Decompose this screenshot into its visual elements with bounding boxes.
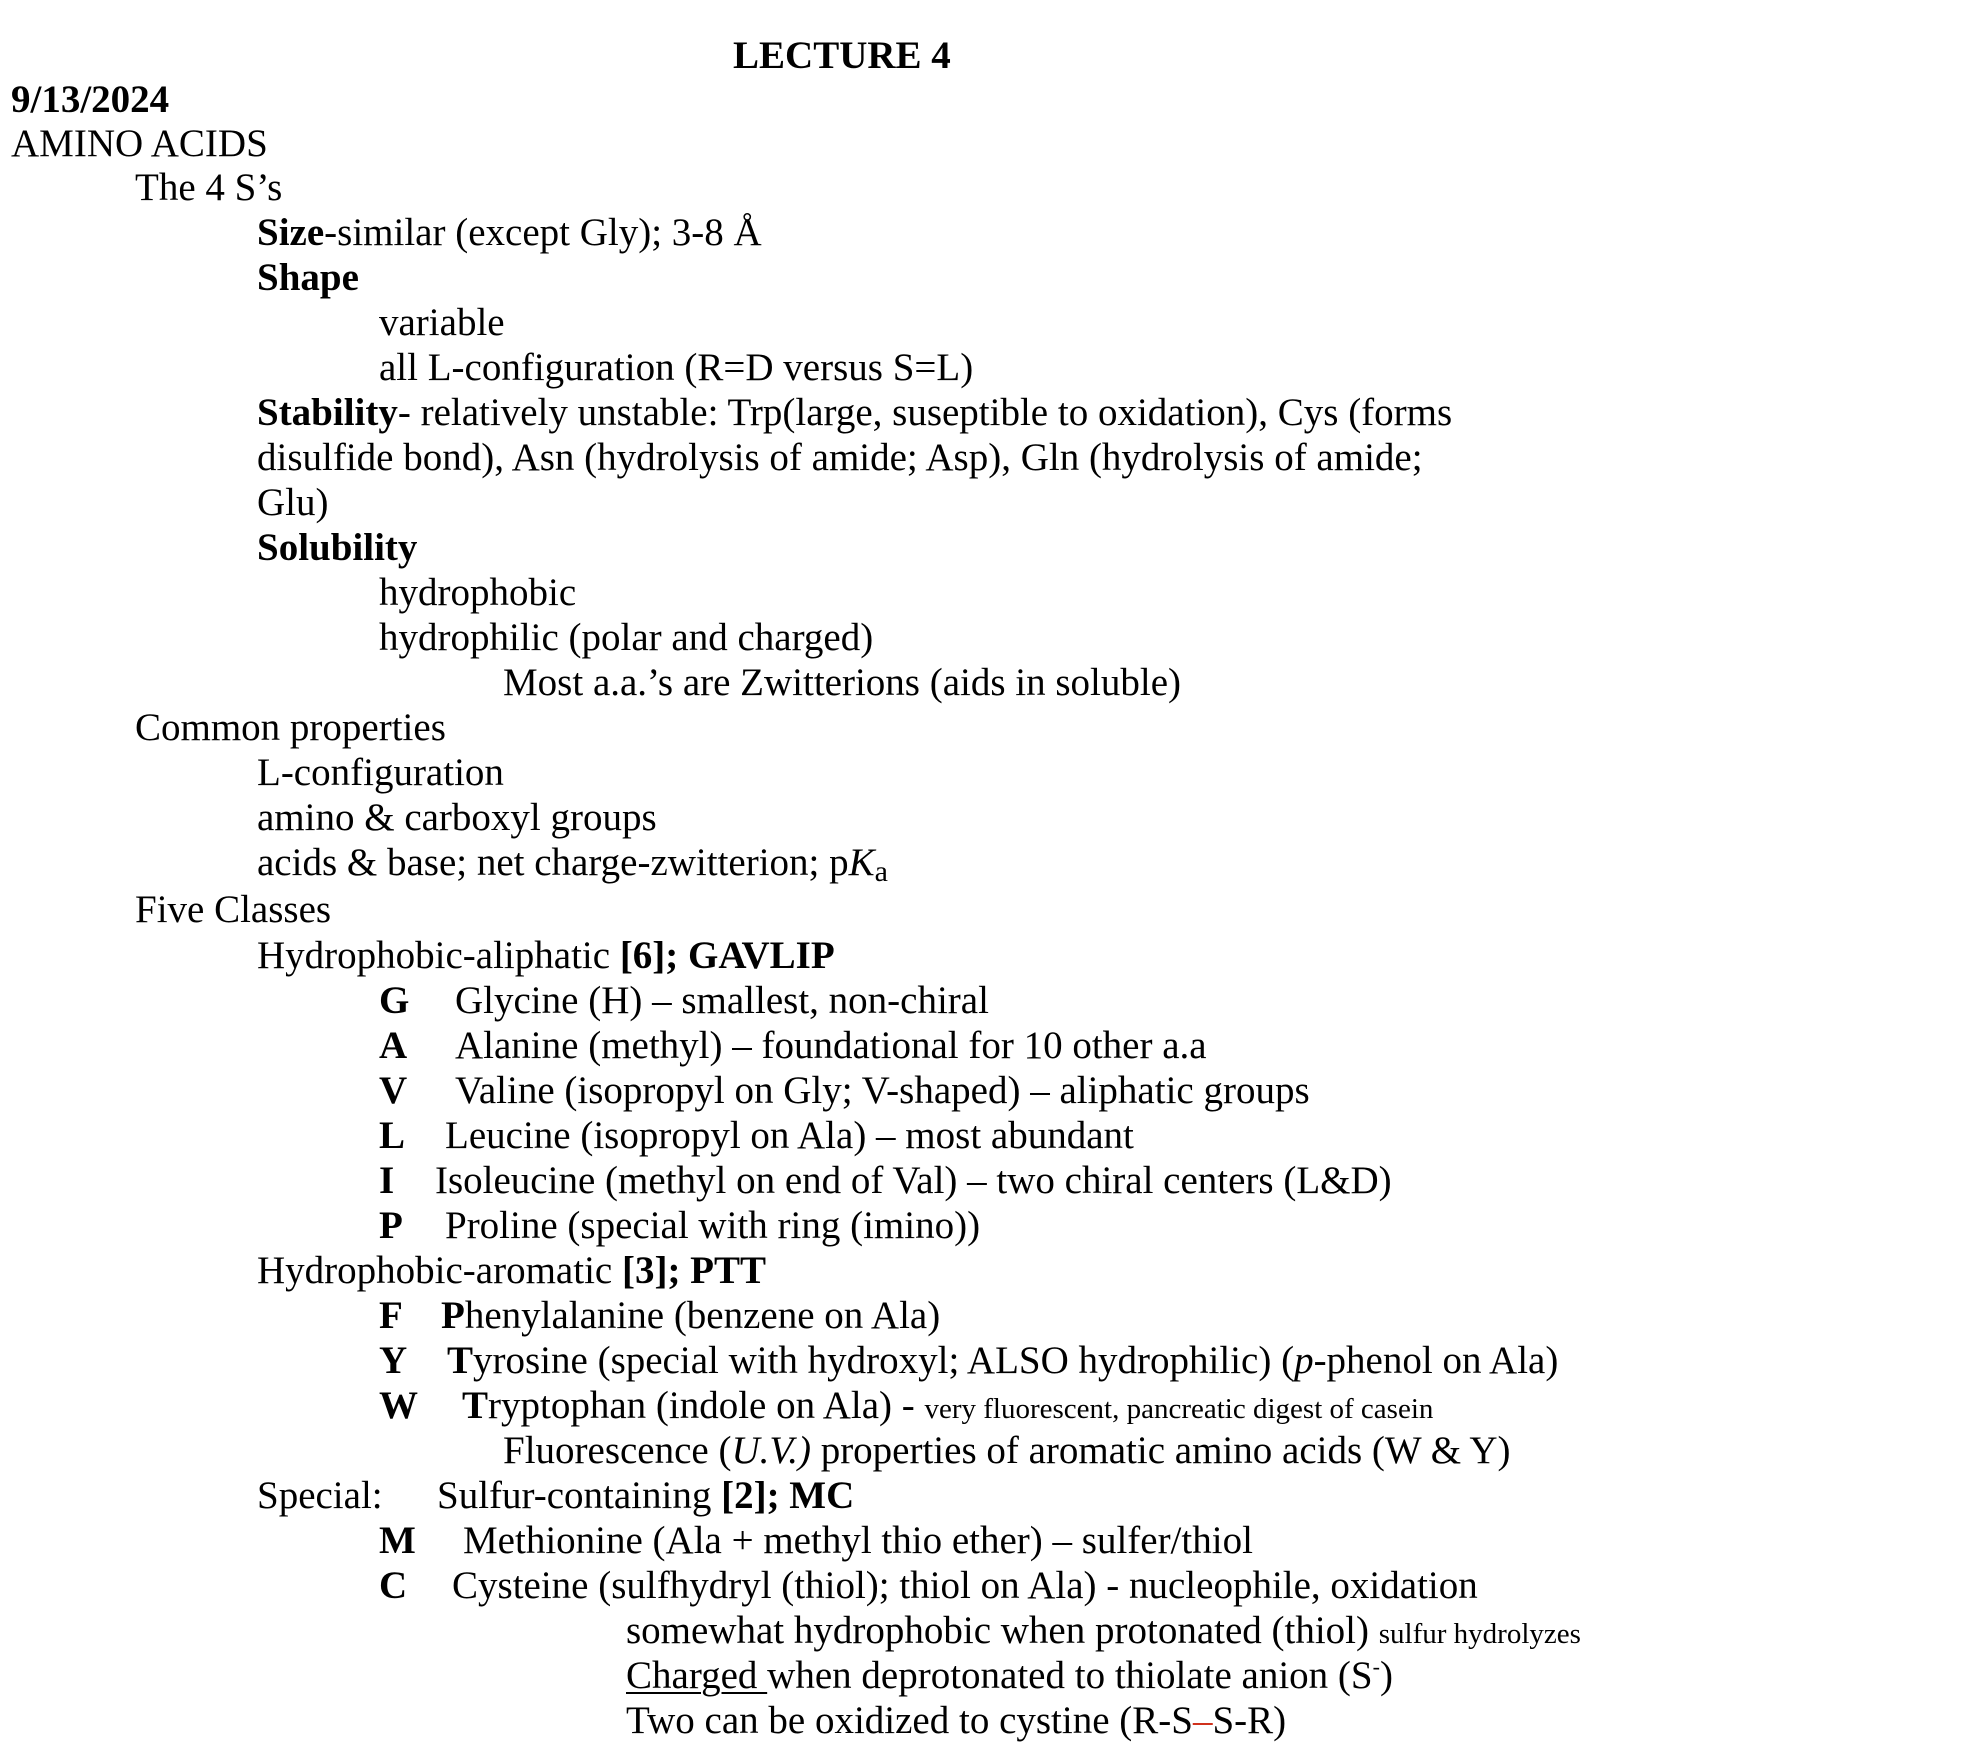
cysteine-note-text: when deprotonated to thiolate anion (S	[767, 1654, 1373, 1697]
amino-acid-row	[379, 1206, 980, 1245]
amino-acid-text: Alanine (methyl) – foundational for 10 other a.a	[455, 1024, 1207, 1067]
four-s-heading: The 4 S’s	[135, 166, 283, 209]
uv-label: U.V.)	[731, 1429, 811, 1472]
sulfur-label: Sulfur-containing	[437, 1474, 722, 1517]
amino-acid-text: Cysteine (sulfhydryl (thiol); thiol on Ala) - nucleophile, oxidation	[452, 1564, 1478, 1607]
cysteine-note	[626, 1701, 1286, 1740]
common-properties-heading: Common properties	[135, 706, 446, 749]
amino-acid-row	[379, 1341, 1558, 1380]
pka-subscript: a	[874, 855, 888, 888]
aliphatic-heading	[257, 936, 835, 975]
common-item: L-configuration	[257, 751, 504, 794]
zwitterion-note: Most a.a.’s are Zwitterions (aids in soluble)	[503, 661, 1182, 704]
fluorescence-text-end: properties of aromatic amino acids (W & Y)	[810, 1429, 1511, 1472]
amino-acid-code: Y	[379, 1339, 408, 1382]
amino-acid-text: Isoleucine (methyl on end of Val) – two chiral centers (L&D)	[435, 1159, 1392, 1202]
aliphatic-tag: [6]; GAVLIP	[619, 934, 835, 977]
amino-acid-text: Valine (isopropyl on Gly; V-shaped) – aliphatic groups	[455, 1069, 1310, 1112]
amino-acid-code: M	[379, 1519, 416, 1562]
amino-acid-text: ryptophan (indole on Ala) -	[488, 1384, 925, 1427]
amino-acid-row	[379, 1296, 940, 1335]
amino-acid-text: yrosine (special with hydroxyl; ALSO hydrophilic) (	[473, 1339, 1295, 1382]
amino-acid-text: henylalanine (benzene on Ala)	[464, 1294, 941, 1337]
tryptophan-note: very fluorescent, pancreatic digest of casein	[924, 1393, 1434, 1425]
solubility-label: Solubility	[257, 526, 418, 569]
topic-heading: AMINO ACIDS	[11, 122, 268, 165]
amino-acid-row	[379, 981, 989, 1020]
amino-acid-row	[379, 1566, 1478, 1605]
common-item-pka	[257, 841, 888, 888]
cysteine-note	[626, 1656, 1393, 1695]
amino-acid-code: P	[379, 1204, 403, 1247]
cysteine-note-end: )	[1379, 1654, 1393, 1697]
amino-acid-text-end: -phenol on Ala)	[1313, 1339, 1559, 1382]
size-text: -similar (except Gly); 3-8 Å	[324, 211, 762, 254]
sulfur-tag: [2]; MC	[721, 1474, 855, 1517]
lecture-title: LECTURE 4	[733, 34, 951, 77]
stability-line	[257, 393, 1452, 432]
amino-acid-code: A	[379, 1024, 408, 1067]
amino-acid-row	[379, 1386, 1433, 1425]
stability-text: Glu)	[257, 481, 329, 524]
aliphatic-label: Hydrophobic-aliphatic	[257, 934, 620, 977]
disulfide-bond: –	[1192, 1699, 1213, 1742]
amino-acid-row	[379, 1071, 1310, 1110]
mnemonic-letter: P	[441, 1294, 465, 1337]
size-label: Size	[257, 211, 325, 254]
para-prefix: p	[1294, 1339, 1314, 1382]
aromatic-heading	[257, 1251, 766, 1290]
amino-acid-code: C	[379, 1564, 408, 1607]
shape-item: all L-configuration (R=D versus S=L)	[379, 346, 974, 389]
amino-acid-code: I	[379, 1159, 395, 1202]
amino-acid-code: F	[379, 1294, 403, 1337]
amino-acid-code: V	[379, 1069, 408, 1112]
lecture-date: 9/13/2024	[11, 78, 170, 121]
shape-label: Shape	[257, 256, 359, 299]
amino-acid-row	[379, 1116, 1134, 1155]
solubility-item: hydrophilic (polar and charged)	[379, 616, 874, 659]
pka-k: K	[848, 841, 875, 884]
cystine-text: Two can be oxidized to cystine (R-S	[626, 1699, 1193, 1742]
mnemonic-letter: T	[447, 1339, 474, 1382]
fluorescence-text: Fluorescence (	[503, 1429, 732, 1472]
cysteine-note-text: somewhat hydrophobic when protonated (thiol)	[626, 1609, 1379, 1652]
special-prefix: Special:	[257, 1474, 383, 1517]
amino-acid-row	[379, 1161, 1392, 1200]
size-line	[257, 213, 762, 252]
stability-label: Stability	[257, 391, 398, 434]
amino-acid-row	[379, 1026, 1207, 1065]
aromatic-tag: [3]; PTT	[621, 1249, 767, 1292]
stability-text: disulfide bond), Asn (hydrolysis of amide; Asp), Gln (hydrolysis of amide;	[257, 436, 1423, 479]
shape-item: variable	[379, 301, 505, 344]
amino-acid-text: Leucine (isopropyl on Ala) – most abundant	[445, 1114, 1134, 1157]
sulfur-heading	[257, 1476, 854, 1515]
mnemonic-letter: T	[462, 1384, 489, 1427]
fluorescence-note	[503, 1431, 1511, 1470]
amino-acid-row	[379, 1521, 1253, 1560]
stability-text: - relatively unstable: Trp(large, suseptible to oxidation), Cys (forms	[397, 391, 1453, 434]
cysteine-small-note: sulfur hydrolyzes	[1378, 1618, 1581, 1650]
amino-acid-text: Methionine (Ala + methyl thio ether) – sulfer/thiol	[463, 1519, 1253, 1562]
thiolate-charge: -	[1372, 1654, 1380, 1679]
five-classes-heading: Five Classes	[135, 888, 332, 931]
aromatic-label: Hydrophobic-aromatic	[257, 1249, 622, 1292]
charged-label: Charged	[626, 1654, 768, 1697]
common-item: amino & carboxyl groups	[257, 796, 657, 839]
amino-acid-text: Proline (special with ring (imino))	[445, 1204, 981, 1247]
amino-acid-code: L	[379, 1114, 406, 1157]
amino-acid-code: W	[379, 1384, 418, 1427]
amino-acid-code: G	[379, 979, 410, 1022]
cysteine-note	[626, 1611, 1581, 1650]
common-item-text: acids & base; net charge-zwitterion; p	[257, 841, 849, 884]
amino-acid-text: Glycine (H) – smallest, non-chiral	[455, 979, 989, 1022]
solubility-item: hydrophobic	[379, 571, 577, 614]
cystine-text-end: S-R)	[1212, 1699, 1287, 1742]
